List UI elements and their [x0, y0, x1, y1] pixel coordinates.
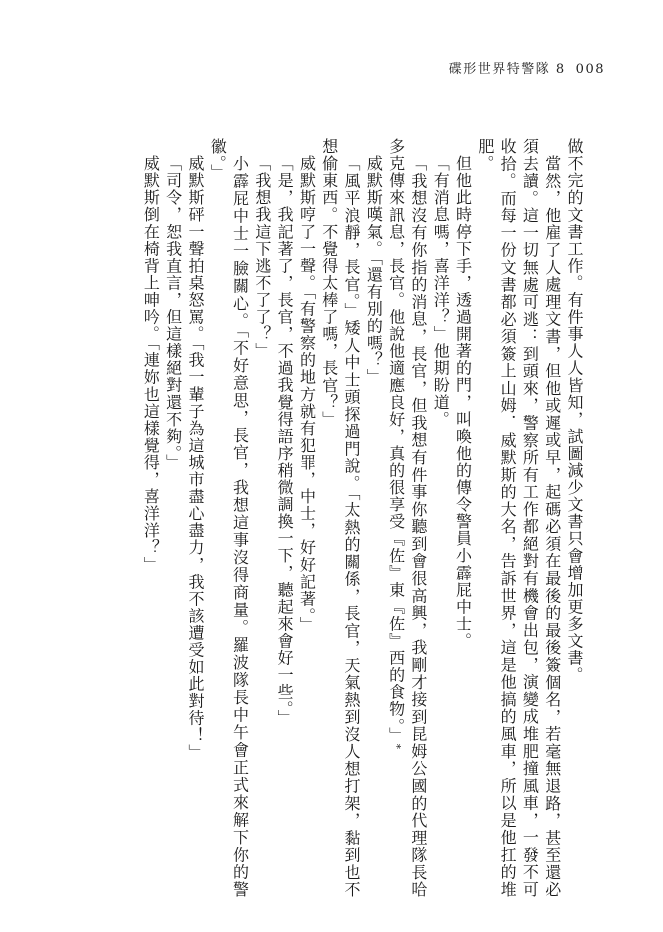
running-header — [449, 58, 605, 77]
paragraph-with-footnote — [384, 138, 429, 898]
paragraph-text: 「我想沒有你指的消息，長官，但我想有件事你聽到會很高興，我剛才接到昆姆公國的代理隊長哈多克傳來訊息，長官。他說他適應良好，真的很享受『佐』東『佐』西的食物。」 — [386, 138, 428, 898]
paragraph: 「有消息嗎，喜洋洋？」他期盼道。 — [431, 154, 451, 428]
paragraph: 威默斯砰一聲拍桌怒罵。「我一輩子為這城市盡心盡力，我不該遭受如此對待！」 — [185, 154, 205, 761]
paragraph: 做不完的文書工作。有件事人人皆知，試圖減少文書只會增加更多文書。 — [565, 138, 584, 684]
vertical-text-body — [139, 138, 585, 898]
paragraph: 「司令，恕我直言，但這樣絕對還不夠。」 — [163, 154, 183, 471]
paragraph: 威默斯倒在椅背上呻吟。「連妳也這樣覺得，喜洋洋？」 — [141, 154, 161, 574]
paragraph: 小霹屁中士一臉關心。「不好意思，長官，我想這事沒得商量。羅波隊長中午會正式來解下你的警徽。」 — [208, 138, 250, 898]
paragraph: 「我想我這下逃不了了？」 — [252, 154, 272, 360]
paragraph: 但他此時停下手，透過開著的門，叫喚他的傳令警員小霹屁中士。 — [453, 154, 473, 650]
paragraph: 「是，我記著了，長官，不過我覺得語序稍微調換一下，聽起來會好一些。」 — [275, 154, 295, 727]
footnote-mark: * — [390, 743, 402, 750]
paragraph: 「風平浪靜，長官。」矮人中士頭探過門說。「太熱的關係，長官，天氣熱到沒人想打架，黏到也不想偷東西。不覺得太棒了嗎，長官？」 — [319, 138, 362, 898]
paragraph: 威默斯嘆氣。「還有別的嗎？」 — [364, 154, 384, 386]
running-title: 碟形世界特警隊 8 — [448, 62, 566, 77]
paragraph: 威默斯哼了一聲。「有警察的地方就有犯罪，中士，好好記著。」 — [297, 154, 317, 634]
page-number: 008 — [575, 62, 605, 77]
paragraph: 當然，他雇了人處理文書，但他或遲或早，起碼必須在最後的最後簽個名，若毫無退路，甚至還必須去讀。這一切無處可逃：到頭來，警察所有工作都絕對有機會出包，演變成堆肥撞風車，一發不可收拾。而每一份文書都必須簽上山姆．威默斯的大名，告訴世界，這是他搞的風車，所以是他扛的堆肥。 — [475, 138, 562, 898]
